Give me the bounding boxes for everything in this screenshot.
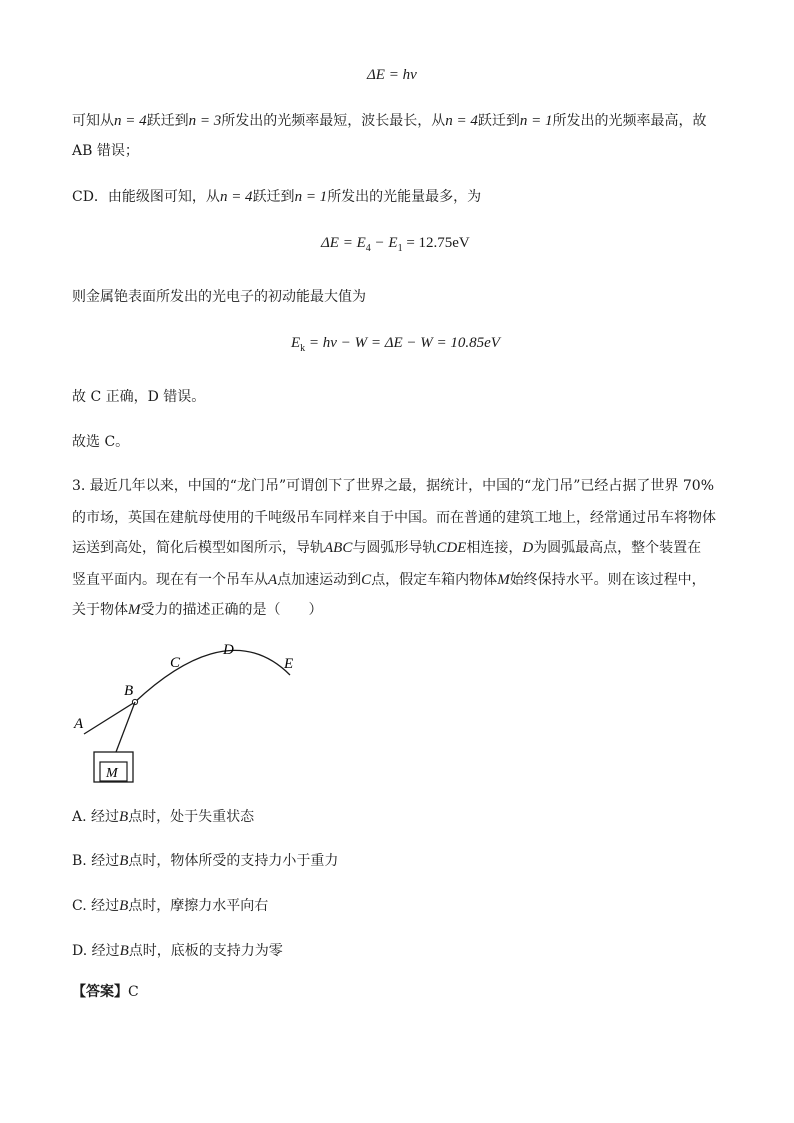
label-c: C [170, 655, 181, 671]
paragraph-choose-c: 故选 C。 [72, 434, 130, 450]
answer-line [72, 985, 139, 999]
option-a: A. 经过B点时，处于失重状态 [72, 809, 255, 825]
question-3-line-1: 3. 最近几年以来，中国的“龙门吊”可谓创下了世界之最，据统计，中国的“龙门吊”已经占据了世界 70% [72, 478, 715, 494]
label-e: E [284, 656, 294, 672]
option-b: B. 经过B点时，物体所受的支持力小于重力 [72, 853, 339, 869]
label-m: M [106, 766, 118, 781]
label-d: D [223, 642, 234, 658]
paragraph-ab-wrong: AB 错误； [72, 143, 139, 159]
equation-energy-difference: $\Delta E = E_4 - E_1 = 12.75eV$ [321, 235, 470, 254]
track-abc-cde [84, 650, 290, 734]
equation-delta-e-h-nu: ΔE = hν [367, 67, 417, 83]
paragraph-cd-analysis: CD．由能级图可知，从n = 4跃迁到n = 1所发出的光能量最多，为 [72, 189, 482, 205]
answer-value: C [128, 984, 139, 1000]
paragraph-max-kinetic-energy: 则金属铯表面所发出的光电子的初动能最大值为 [72, 289, 366, 305]
label-a: A [74, 716, 84, 732]
paragraph-c-correct: 故 C 正确，D 错误。 [72, 389, 206, 405]
equation-kinetic-energy: $E_k = h\nu - W = \Delta E - W = 10.85eV$ [291, 335, 500, 354]
paragraph-frequency-comparison: 可知从n = 4跃迁到n = 3所发出的光频率最短，波长最长，从n = 4跃迁到n = 1所发出的光频率最高，故 [72, 113, 707, 129]
question-3-line-5: 关于物体M受力的描述正确的是（ ） [72, 602, 323, 618]
answer-label: 【答案】 [72, 984, 128, 1000]
label-b: B [124, 683, 134, 699]
question-3-line-4: 竖直平面内。现在有一个吊车从A点加速运动到C点，假定车箱内物体M始终保持水平。则在该过程中， [72, 572, 706, 588]
crane-track-figure [60, 630, 330, 790]
question-3-line-3: 运送到高处，简化后模型如图所示，导轨ABC与圆弧形导轨CDE相连接，D为圆弧最高点，整个装置在 [72, 540, 702, 556]
hanging-rod [116, 702, 135, 752]
option-c: C. 经过B点时，摩擦力水平向右 [72, 898, 269, 914]
option-d: D. 经过B点时，底板的支持力为零 [72, 943, 283, 959]
question-3-line-2: 的市场，英国在建航母使用的千吨级吊车同样来自于中国。而在普通的建筑工地上，经常通过吊车将物体 [72, 510, 716, 526]
